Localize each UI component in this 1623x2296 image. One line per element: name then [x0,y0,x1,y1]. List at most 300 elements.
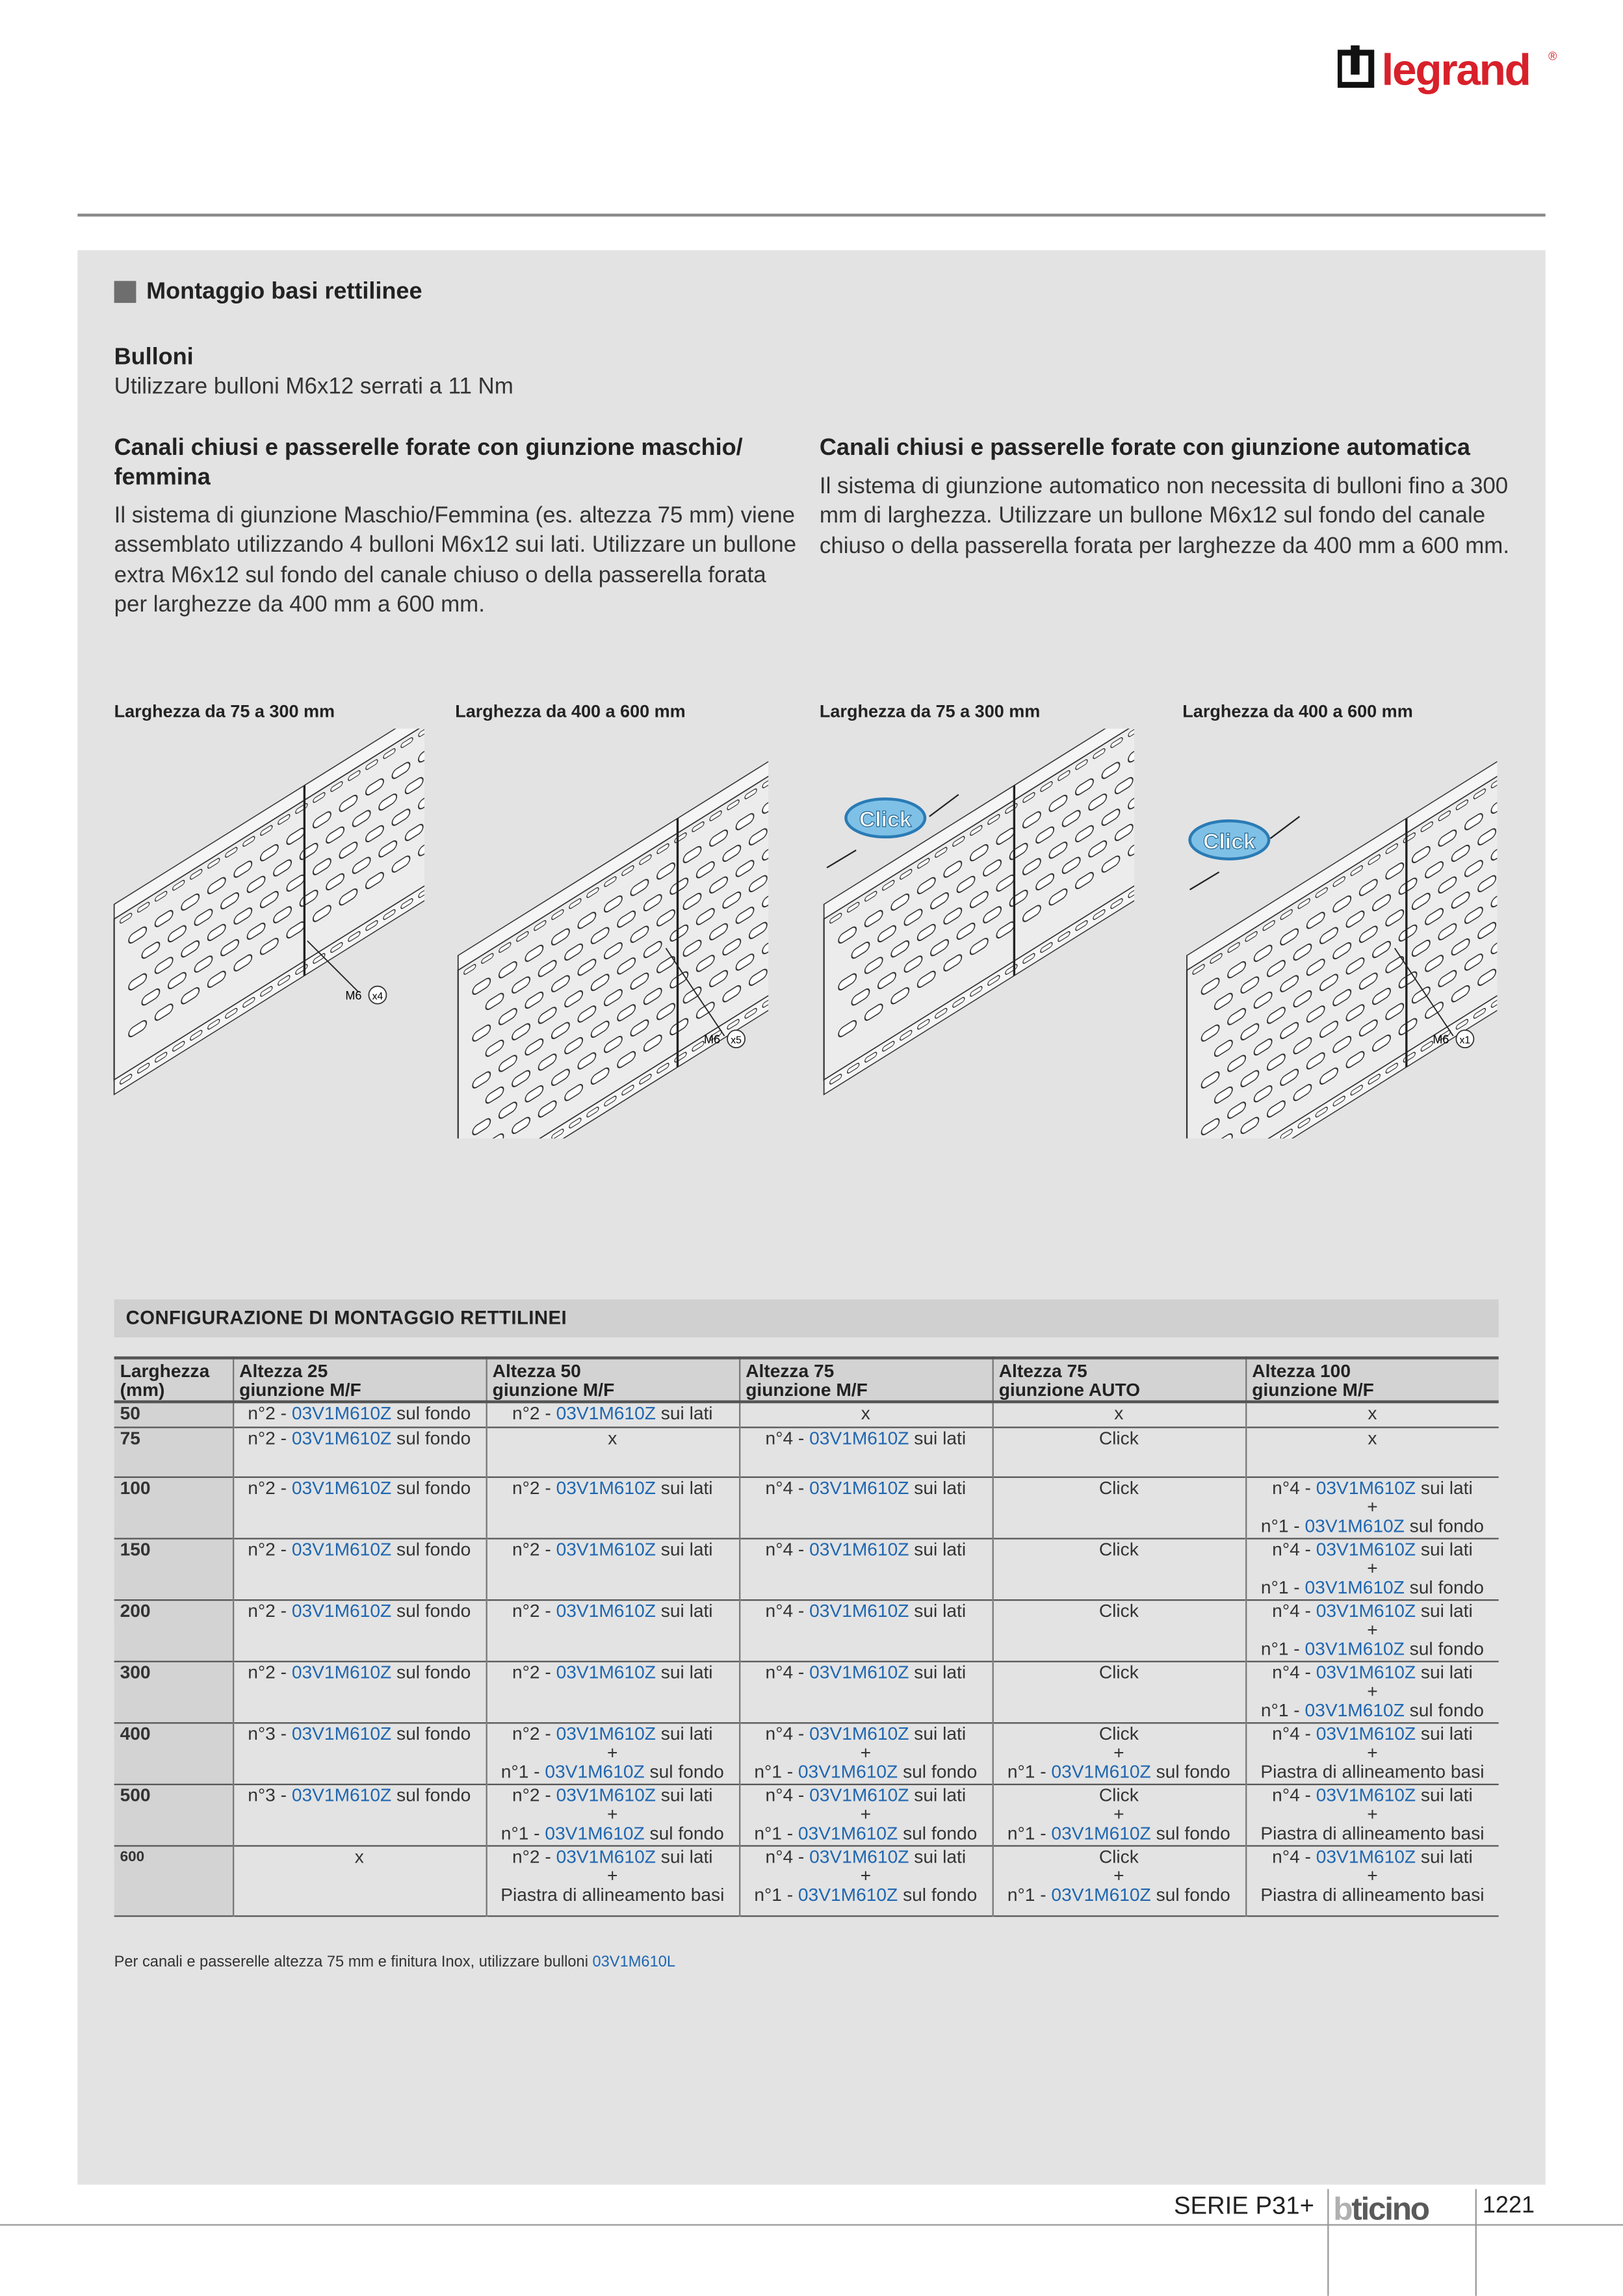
config-cell [486,1722,740,1784]
cell-line [1252,1601,1492,1620]
cell-text: n°1 - [1007,1761,1052,1782]
page-number: 1221 [1482,2193,1535,2219]
product-code: 03V1M610Z [556,1538,656,1560]
cell-line: + [607,1803,618,1824]
config-cell [739,1426,993,1477]
cell-text: sul fondo [391,1661,471,1683]
cell-line [746,1848,985,1866]
cell-text: sul fondo [391,1600,471,1621]
config-cell [1245,1402,1499,1426]
cell-line: Piastra di allineamento basi [1260,1822,1485,1843]
cell-line [1252,1517,1492,1536]
cell-text: sui lati [1416,1846,1473,1866]
cell-line [493,1725,733,1744]
cell-line [1252,1725,1492,1744]
cell-line [239,1540,479,1559]
cell-text: n°4 - [765,1600,810,1621]
cell-line [493,1824,733,1843]
config-cell [1245,1845,1499,1915]
cell-line [493,1848,733,1866]
cell-line: Click [1098,1846,1139,1866]
cell-text: n°4 - [765,1846,810,1866]
cell-text: n°4 - [765,1661,810,1683]
cell-text: n°4 - [765,1784,810,1805]
product-code: 03V1M610Z [556,1600,656,1621]
config-cell [486,1402,740,1426]
cell-line: Click [1098,1784,1139,1805]
config-cell [993,1599,1246,1661]
tray-diagram [103,729,424,1138]
cell-text: sul fondo [1150,1883,1230,1905]
mounting-config-table [114,1356,1499,1916]
figure-label: Larghezza da 400 a 600 mm [455,701,686,722]
footnote [114,1954,675,1971]
section-square-icon [114,281,136,303]
product-code: 03V1M610Z [291,1784,392,1805]
config-cell [993,1784,1246,1846]
cell-line: x [354,1846,364,1866]
config-cell [739,1599,993,1661]
cell-line [746,1429,985,1448]
config-cell [993,1722,1246,1784]
config-cell [233,1402,486,1426]
bolt-qty: x5 [731,1035,742,1046]
cell-line [493,1762,733,1781]
cell-line [239,1405,479,1424]
cell-text: n°4 - [765,1723,810,1744]
bolt-qty: x4 [372,990,383,1002]
cell-text: n°2 - [512,1403,556,1424]
width-cell: 400 [114,1722,233,1784]
cell-line: + [1367,1557,1378,1579]
product-code: 03V1M610Z [1316,1600,1416,1621]
product-code: 03V1M610Z [1305,1699,1405,1720]
cell-text: sui lati [909,1846,967,1866]
cell-text: n°4 - [1272,1538,1316,1560]
cell-line: + [860,1864,872,1886]
config-cell [486,1477,740,1538]
cell-line [493,1540,733,1559]
header-text: Altezza 75 [998,1360,1087,1382]
product-code: 03V1M610Z [798,1761,898,1782]
product-code: 03V1M610Z [1051,1761,1151,1782]
width-cell: 100 [114,1477,233,1538]
cell-line: + [607,1864,618,1886]
config-cell [1245,1784,1499,1846]
right-heading: Canali chiusi e passerelle forate con giunzione automatica [819,435,1470,461]
header-text: Altezza 75 [746,1360,835,1382]
cell-text: n°1 - [1260,1638,1305,1659]
cell-line [746,1663,985,1682]
table-row [114,1538,1499,1599]
config-cell [739,1477,993,1538]
width-cell: 600 [114,1845,233,1915]
cell-line: + [607,1742,618,1763]
cell-line [746,1601,985,1620]
cell-text: sui lati [655,1477,713,1498]
config-cell [993,1426,1246,1477]
cell-text: sul fondo [391,1784,471,1805]
cell-text: n°2 - [512,1723,556,1744]
footnote-code: 03V1M610L [592,1953,676,1971]
cell-text: sui lati [655,1600,713,1621]
cell-line [746,1786,985,1805]
table-row [114,1426,1499,1477]
figure-label: Larghezza da 400 a 600 mm [1182,701,1413,722]
product-code: 03V1M610Z [809,1538,909,1560]
cell-line [999,1885,1239,1904]
config-cell [1245,1661,1499,1723]
table-title: CONFIGURAZIONE DI MONTAGGIO RETTILINEI [114,1299,1499,1337]
cell-line [1252,1848,1492,1866]
cell-text: n°4 - [765,1477,810,1498]
cell-line: Piastra di allineamento basi [500,1883,725,1905]
cell-text: sul fondo [644,1761,724,1782]
cell-text: sui lati [909,1538,967,1560]
cell-text: n°4 - [1272,1723,1316,1744]
cell-line [1252,1578,1492,1597]
product-code: 03V1M610Z [809,1427,909,1448]
header-divider [77,214,1545,217]
cell-line: Click [1098,1600,1139,1621]
cell-line: x [608,1427,617,1448]
config-cell [739,1402,993,1426]
column-header [233,1358,486,1402]
config-cell [486,1538,740,1599]
cell-text: n°1 - [1260,1577,1305,1597]
header-text: Larghezza [120,1360,210,1382]
section-title: Montaggio basi rettilinee [146,279,422,305]
cell-line [239,1786,479,1805]
header-text: Altezza 50 [492,1360,581,1382]
cell-text: sul fondo [898,1822,978,1843]
cell-text: sul fondo [391,1427,471,1448]
cell-line [493,1405,733,1424]
cell-text: n°4 - [1272,1661,1316,1683]
width-cell: 75 [114,1426,233,1477]
config-cell [233,1845,486,1915]
cell-text: n°2 - [512,1477,556,1498]
bticino-logo [1333,2193,1468,2223]
product-code: 03V1M610Z [556,1784,656,1805]
product-code: 03V1M610Z [1051,1883,1151,1905]
cell-line: + [1367,1864,1378,1886]
column-header [486,1358,740,1402]
svg-text:bticino: bticino [1333,2193,1429,2223]
config-cell [233,1426,486,1477]
cell-text: sul fondo [391,1723,471,1744]
product-code: 03V1M610Z [556,1477,656,1498]
cell-line [493,1601,733,1620]
cell-text: n°2 - [512,1538,556,1560]
product-code: 03V1M610Z [1305,1515,1405,1536]
config-cell [233,1722,486,1784]
width-cell: 50 [114,1402,233,1426]
cell-line [1252,1663,1492,1682]
cell-text: n°2 - [248,1661,292,1683]
product-code: 03V1M610Z [1316,1784,1416,1805]
cell-text: n°1 - [500,1761,545,1782]
footnote-text: Per canali e passerelle altezza 75 mm e finitura Inox, utilizzare bulloni [114,1953,593,1971]
cell-text: n°1 - [500,1822,545,1843]
svg-text:legrand: legrand [1381,45,1530,95]
cell-text: sul fondo [1404,1577,1484,1597]
figure-label: Larghezza da 75 a 300 mm [114,701,335,722]
footer-line [0,2224,1623,2225]
product-code: 03V1M610Z [1316,1846,1416,1866]
cell-text: sui lati [655,1538,713,1560]
product-code: 03V1M610Z [809,1477,909,1498]
cell-line [239,1601,479,1620]
cell-line [999,1762,1239,1781]
cell-text: sui lati [1416,1723,1473,1744]
cell-text: sui lati [655,1661,713,1683]
config-cell [739,1845,993,1915]
product-code: 03V1M610Z [291,1403,392,1424]
config-cell [993,1845,1246,1915]
cell-line: x [1368,1403,1377,1424]
header-text: giunzione M/F [492,1380,615,1400]
width-cell: 500 [114,1784,233,1846]
cell-text: n°4 - [1272,1846,1316,1866]
series-label: SERIE P31+ [1173,2191,1314,2220]
bolts-title: Bulloni [114,345,194,370]
header-text: Altezza 100 [1252,1360,1351,1382]
cell-line: + [1367,1496,1378,1517]
table-row [114,1599,1499,1661]
config-cell [233,1599,486,1661]
product-code: 03V1M610Z [556,1723,656,1744]
product-code: 03V1M610Z [291,1538,392,1560]
table-row [114,1722,1499,1784]
column-header [739,1358,993,1402]
product-code: 03V1M610Z [1305,1638,1405,1659]
config-cell [486,1661,740,1723]
cell-line [239,1663,479,1682]
cell-line: Piastra di allineamento basi [1260,1883,1485,1905]
header-text: giunzione M/F [239,1380,361,1400]
cell-text: sul fondo [1150,1822,1230,1843]
cell-line: x [1368,1427,1377,1448]
cell-line [1252,1701,1492,1720]
cell-text: sui lati [1416,1784,1473,1805]
cell-text: sul fondo [391,1477,471,1498]
cell-line [1252,1540,1492,1559]
legrand-logo [1338,44,1565,103]
cell-text: n°2 - [248,1600,292,1621]
product-code: 03V1M610Z [291,1661,392,1683]
svg-text:Click: Click [859,807,912,832]
config-cell [233,1477,486,1538]
cell-line: + [1367,1803,1378,1824]
cell-line: + [1367,1619,1378,1640]
cell-text: sul fondo [898,1761,978,1782]
cell-line [746,1885,985,1904]
cell-text: n°1 - [754,1883,798,1905]
header-text: Altezza 25 [239,1360,328,1382]
cell-line: x [861,1403,870,1424]
width-cell: 300 [114,1661,233,1723]
bolt-label: M6 [1433,1033,1449,1046]
left-paragraph: Il sistema di giunzione Maschio/Femmina (es. altezza 75 mm) viene assemblato utilizzando 4 bulloni M6x12 sui lati. Utilizzare un bullone extra M6x12 sul fondo del canale chiuso o della passerella forata per larghezze da 400 mm a 600 mm. [114,503,797,617]
cell-line: Click [1098,1427,1139,1448]
cell-text: n°4 - [1272,1600,1316,1621]
cell-text: sul fondo [391,1403,471,1424]
table-row [114,1661,1499,1723]
cell-line [493,1663,733,1682]
cell-line [1252,1640,1492,1658]
left-heading: Canali chiusi e passerelle forate con giunzione maschio/ femmina [114,435,743,491]
cell-line [1252,1786,1492,1805]
cell-text: n°1 - [1007,1883,1052,1905]
cell-line: + [1113,1864,1124,1886]
product-code: 03V1M610Z [798,1883,898,1905]
tray-drawing [447,729,768,1138]
product-code: 03V1M610Z [809,1661,909,1683]
cell-text: sul fondo [898,1883,978,1905]
cell-text: n°4 - [1272,1784,1316,1805]
cell-text: sul fondo [1404,1515,1484,1536]
column-header [1245,1358,1499,1402]
cell-line [746,1725,985,1744]
cell-text: sui lati [655,1723,713,1744]
cell-line [746,1478,985,1497]
cell-text: sui lati [909,1600,967,1621]
cell-line: + [860,1742,872,1763]
cell-text: sui lati [1416,1600,1473,1621]
cell-line [239,1725,479,1744]
cell-text: sui lati [909,1477,967,1498]
table-row [114,1402,1499,1426]
cell-text: n°2 - [248,1477,292,1498]
header-text: giunzione M/F [1252,1380,1374,1400]
cell-text: n°4 - [1272,1477,1316,1498]
config-cell [233,1661,486,1723]
cell-text: sui lati [1416,1477,1473,1498]
tray-diagram [812,729,1134,1138]
cell-line: + [1367,1680,1378,1701]
product-code: 03V1M610Z [556,1403,656,1424]
config-cell [739,1784,993,1846]
cell-text: sui lati [909,1784,967,1805]
table-row [114,1845,1499,1915]
cell-text: sul fondo [391,1538,471,1560]
footer-divider [1327,2189,1329,2295]
cell-line: Click [1098,1538,1139,1560]
config-cell [1245,1477,1499,1538]
product-code: 03V1M610Z [809,1600,909,1621]
cell-text: sui lati [1416,1661,1473,1683]
product-code: 03V1M610Z [809,1723,909,1744]
cell-line [239,1478,479,1497]
config-cell [1245,1538,1499,1599]
cell-line [239,1429,479,1448]
bolt-label: M6 [345,988,362,1002]
config-cell [233,1784,486,1846]
svg-text:®: ® [1548,49,1557,63]
cell-line: Click [1098,1477,1139,1498]
cell-text: n°1 - [1260,1515,1305,1536]
cell-line: + [860,1803,872,1824]
config-cell [233,1538,486,1599]
column-header [993,1358,1246,1402]
cell-line: Piastra di allineamento basi [1260,1761,1485,1782]
product-code: 03V1M610Z [1305,1577,1405,1597]
config-cell [739,1661,993,1723]
config-cell [486,1599,740,1661]
cell-line: Click [1098,1661,1139,1683]
cell-text: sul fondo [1404,1699,1484,1720]
cell-line [746,1762,985,1781]
product-code: 03V1M610Z [556,1846,656,1866]
cell-text: n°4 - [765,1538,810,1560]
cell-text: n°3 - [248,1723,292,1744]
config-cell [739,1722,993,1784]
cell-text: n°1 - [1007,1822,1052,1843]
column-header [114,1358,233,1402]
cell-line: + [1113,1742,1124,1763]
cell-line: Click [1098,1723,1139,1744]
product-code: 03V1M610Z [291,1600,392,1621]
product-code: 03V1M610Z [556,1661,656,1683]
svg-text:Click: Click [1202,829,1256,854]
config-cell [1245,1426,1499,1477]
right-paragraph: Il sistema di giunzione automatico non necessita di bulloni fino a 300 mm di larghezza. Utilizzare un bullone M6x12 sul fondo del canale chiuso o della passerella forata per larghezze da 400 mm a 600 mm. [819,474,1510,559]
cell-text: n°2 - [248,1538,292,1560]
config-cell [739,1538,993,1599]
header-text: giunzione AUTO [998,1380,1141,1400]
config-cell [486,1426,740,1477]
config-cell [1245,1722,1499,1784]
cell-text: sui lati [655,1846,713,1866]
width-cell: 200 [114,1599,233,1661]
config-cell [486,1845,740,1915]
tray-drawing [103,729,424,1138]
tray-diagram [1175,729,1497,1138]
cell-text: n°2 - [512,1784,556,1805]
width-cell: 150 [114,1538,233,1599]
cell-line [746,1540,985,1559]
bolt-label: M6 [704,1033,721,1046]
product-code: 03V1M610Z [545,1761,645,1782]
bolts-text: Utilizzare bulloni M6x12 serrati a 11 Nm [114,374,513,400]
product-code: 03V1M610Z [1051,1822,1151,1843]
cell-text: sul fondo [1404,1638,1484,1659]
cell-line: + [1367,1742,1378,1763]
cell-text: n°1 - [754,1822,798,1843]
product-code: 03V1M610Z [809,1846,909,1866]
cell-line: x [1114,1403,1124,1424]
product-code: 03V1M610Z [1316,1723,1416,1744]
product-code: 03V1M610Z [545,1822,645,1843]
config-cell [993,1477,1246,1538]
product-code: 03V1M610Z [1316,1477,1416,1498]
config-cell [1245,1599,1499,1661]
header-text: giunzione M/F [746,1380,868,1400]
tray-drawing [1175,729,1497,1138]
cell-text: n°3 - [248,1784,292,1805]
cell-text: sui lati [655,1784,713,1805]
cell-text: n°2 - [512,1846,556,1866]
cell-text: n°2 - [248,1403,292,1424]
cell-text: sui lati [909,1661,967,1683]
footer-divider [1475,2189,1477,2295]
config-cell [486,1784,740,1846]
config-cell [993,1661,1246,1723]
cell-text: n°4 - [765,1427,810,1448]
cell-text: n°1 - [1260,1699,1305,1720]
product-code: 03V1M610Z [1316,1661,1416,1683]
